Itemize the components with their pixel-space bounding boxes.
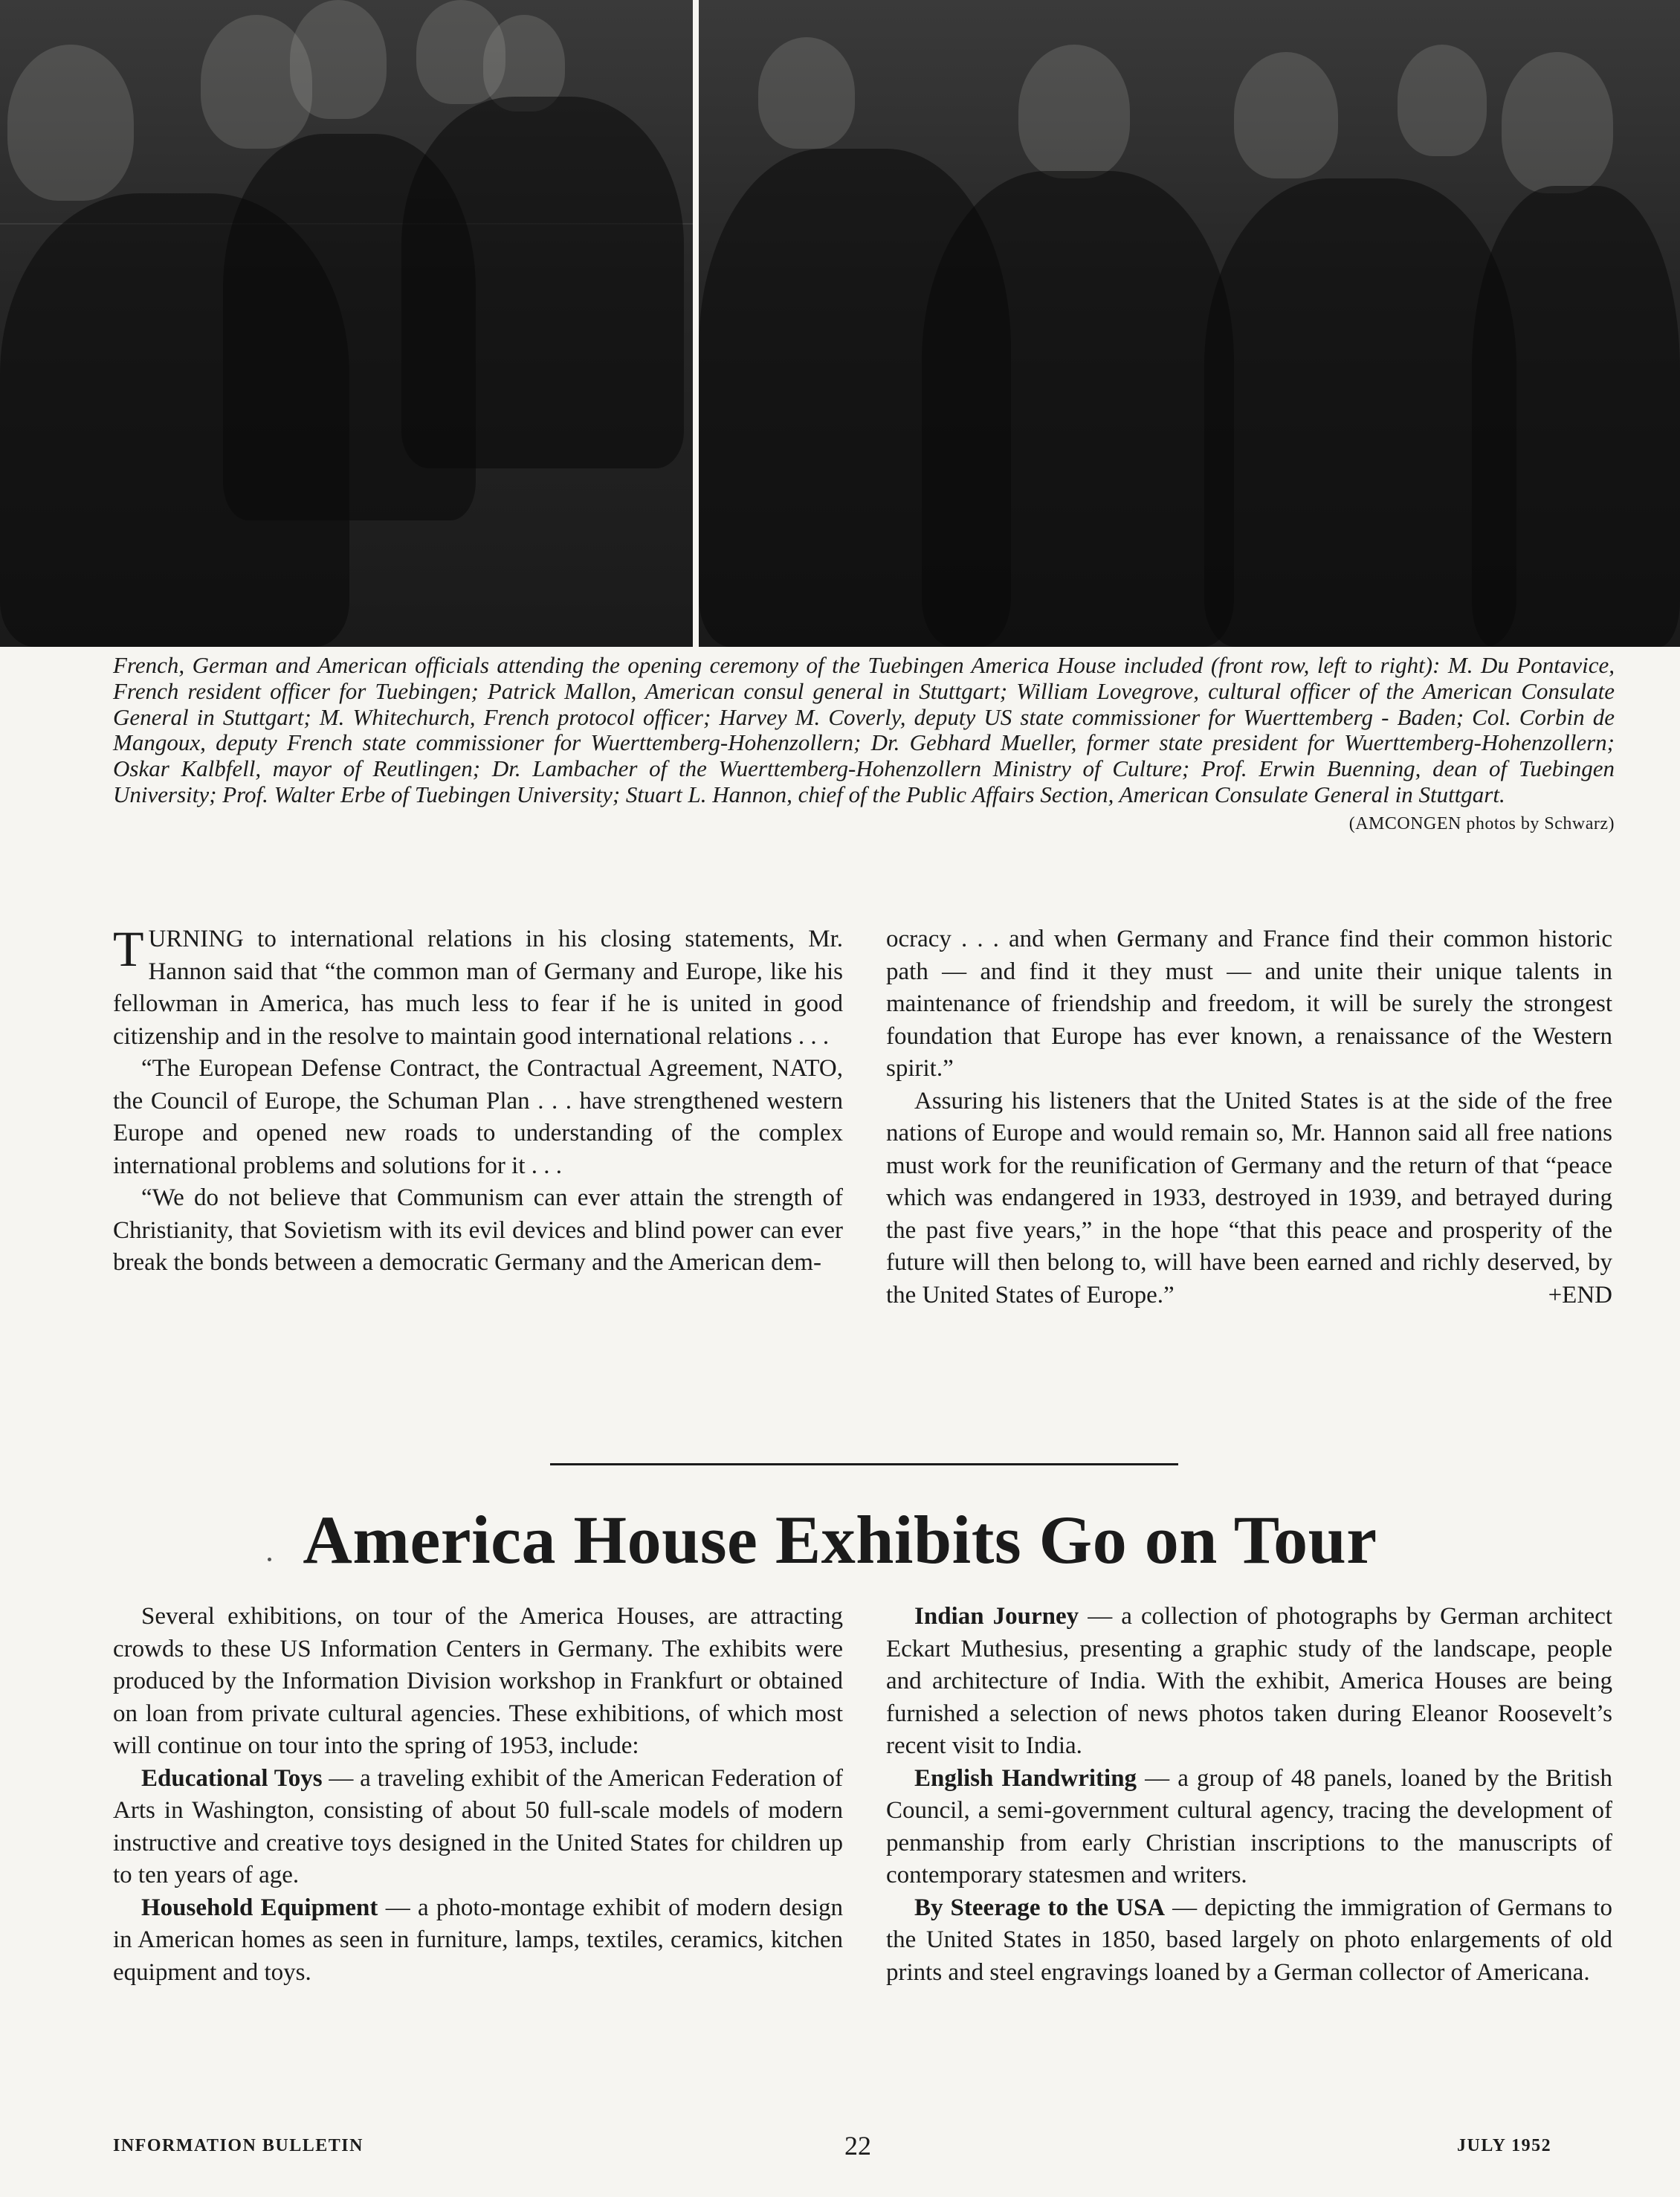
exhibit-title: English Handwriting <box>914 1764 1137 1792</box>
article1-paragraph-3-continued: ocracy . . . and when Germany and France find their common historic path — and find it they must — and unite their unique talents in maintenance of friendship and freedom, it will be surely the strongest foundation that Europe has ever known, a renaissance of the Western spirit.” <box>886 926 1612 1082</box>
exhibit-title: Indian Journey <box>914 1603 1079 1630</box>
article2-headline: America House Exhibits Go on Tour <box>303 1502 1377 1578</box>
exhibit-item: Educational Toys — a traveling exhibit of the American Federation of Arts in Washington, consisting of about 50 full-scale models of modern instructive and creative toys designed in the United States for children up to ten years of age. <box>113 1764 844 1888</box>
exhibit-item: English Handwriting — a group of 48 panels, loaned by the British Council, a semi-government cultural agency, tracing the development of penmanship from early Christian inscriptions to the manuscripts of contemporary statesmen and writers. <box>886 1764 1612 1888</box>
exhibit-title: Household Equipment <box>141 1894 378 1921</box>
article1-column-right <box>886 923 1612 1312</box>
exhibit-item: Household Equipment — a photo-montage exhibit of modern design in American homes as seen in furniture, lamps, textiles, ceramics, kitchen equipment and toys. <box>113 1894 843 1986</box>
exhibit-item: Indian Journey — a collection of photographs by German architect Eckart Muthesius, presenting a graphic study of the landscape, people and architecture of India. With the exhibit, America Houses are being furnished a selection of news photos taken during Eleanor Roosevelt’s recent visit to India. <box>886 1603 1613 1759</box>
exhibit-item: By Steerage to the USA — depicting the immigration of Germans to the United States in 1850, based largely on photo enlargements of old prints and steel engravings loaned by a German collector of Americana. <box>886 1894 1612 1986</box>
article2-column-left <box>113 1601 843 1989</box>
article1-paragraph-1: TURNING to international relations in his closing statements, Mr. Hannon said that “the common man of Germany and Europe, like his fellowman in America, has much less to fear if he is united in good citizenship and in the resolve to maintain good international relations . . . <box>113 920 843 1050</box>
page-number: 22 <box>844 2131 871 2161</box>
exhibit-title: Educational Toys <box>141 1764 323 1792</box>
photo-credit: (AMCONGEN photos by Schwarz) <box>1348 813 1615 833</box>
caption-text: French, German and American officials attending the opening ceremony of the Tuebingen America House included (front row, left to right): M. Du Pontavice, French resident officer for Tuebingen; Patrick Mallon, American consul general in Stuttgart; William Lovegrove, cultural officer of the American Consulate General in Stuttgart; M. Whitechurch, French protocol officer; Harvey M. Coverly, deputy US state commissioner for Wuerttemberg - Baden; Col. Corbin de Mangoux, deputy French state commissioner for Wuerttemberg-Hohenzollern; Dr. Gebhard Mueller, former state president for Wuerttemberg-Hohenzollern; Oskar Kalbfell, mayor of Reutlingen; Dr. Lambacher of the Wuerttemberg-Hohenzollern Ministry of Culture; Prof. Erwin Buenning, dean of Tuebingen University; Prof. Walter Erbe of Tuebingen University; Stuart L. Hannon, chief of the Public Affairs Section, American Consulate General in Stuttgart. <box>113 652 1615 807</box>
photo-left <box>0 0 693 647</box>
drop-cap: T <box>113 920 144 977</box>
photo-caption <box>113 653 1615 837</box>
article1-paragraph-4: Assuring his listeners that the United States is at the side of the free nations of Europe and would remain so, Mr. Hannon said all free nations must work for the reunification of Germany and the return of that “peace which was endangered in 1933, destroyed in 1939, and betrayed during the past five years,” in the hope “that this peace and prosperity of the future will then belong to, will have been earned and richly deserved, by the United States of Europe.” +END <box>886 1085 1612 1312</box>
photo-right <box>699 0 1680 647</box>
article1-column-left <box>113 920 843 1280</box>
article2-intro: Several exhibitions, on tour of the America Houses, are attracting crowds to these US Information Centers in Germany. The exhibits were produced by the Information Division workshop in Frankfurt or obtained on loan from private cultural agencies. These exhibitions, of which most will continue on tour into the spring of 1953, include: <box>113 1603 843 1759</box>
footer-date: JULY 1952 <box>1457 2136 1552 2155</box>
footer-publication: INFORMATION BULLETIN <box>113 2136 364 2155</box>
article1-paragraph-3: “We do not believe that Communism can ever attain the strength of Christianity, that Sovietism with its evil devices and blind power can ever break the bonds between a democratic Germany and the American dem- <box>113 1184 843 1276</box>
section-divider <box>550 1463 1178 1465</box>
exhibit-title: By Steerage to the USA <box>914 1894 1166 1921</box>
end-mark: +END <box>1548 1281 1612 1309</box>
article1-paragraph-2: “The European Defense Contract, the Contractual Agreement, NATO, the Council of Europe, the Schuman Plan . . . have strengthened western Europe and opened new roads to understanding of the complex international problems and solutions for it . . . <box>113 1055 843 1179</box>
article2-column-right <box>886 1601 1612 1989</box>
